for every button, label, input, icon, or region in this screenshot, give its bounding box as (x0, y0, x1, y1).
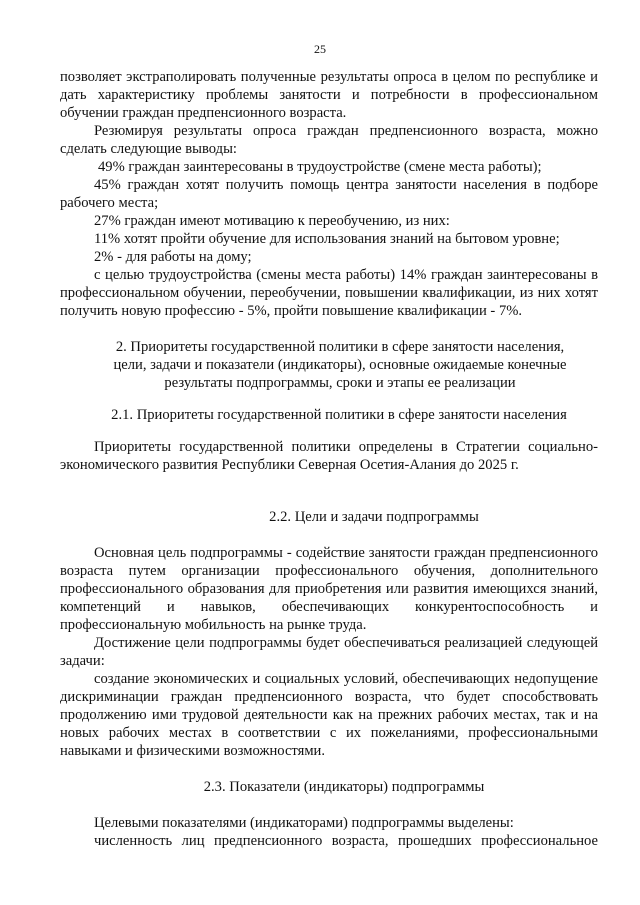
page-content (60, 68, 598, 850)
finding-item: 2% - для работы на дому; (94, 249, 252, 265)
finding-item: с целью трудоустройства (смены места работы) 14% граждан заинтересованы в профессиональном обучении, переобучении, повышении квалификации, из них хотят получить новую профессию - 5%, пройти повышение квалификации - 7%. (60, 267, 598, 319)
summary-paragraph: Резюмируя результаты опроса граждан предпенсионного возраста, можно сделать следующие выводы: (60, 123, 598, 157)
task-paragraph: создание экономических и социальных условий, обеспечивающих недопущение дискриминации граждан предпенсионного возраста, что будет способствовать продолжению ими трудовой деятельности как на прежних рабочих местах, так и на новых рабочих местах в соответствии с их пожеланиями, профессиональными навыками и физическими возможностями. (60, 671, 598, 759)
finding-item: 45% граждан хотят получить помощь центра занятости населения в подборе рабочего места; (60, 177, 598, 211)
goal-paragraph: Основная цель подпрограммы - содействие занятости граждан предпенсионного возраста путем организации профессионального обучения, дополнительного профессионального образования для приобретения или развития имеющихся знаний, компетенций и навыков, обеспечивающих конкурентоспособность и профессиональную мобильность на рынке труда. (60, 545, 598, 633)
subsection-heading: 2.2. Цели и задачи подпрограммы (269, 509, 479, 525)
priorities-paragraph: Приоритеты государственной политики определены в Стратегии социально-экономического развития Республики Северная Осетия-Алания до 2025 г. (60, 439, 598, 473)
finding-item: 11% хотят пройти обучение для использования знаний на бытовом уровне; (94, 231, 560, 247)
subsection-heading: 2.1. Приоритеты государственной политики в сфере занятости населения (111, 407, 567, 423)
page-number: 25 (314, 42, 326, 56)
indicators-paragraph: Целевыми показателями (индикаторами) подпрограммы выделены: (94, 815, 514, 831)
task-intro-paragraph: Достижение цели подпрограммы будет обеспечиваться реализацией следующей задачи: (60, 635, 598, 669)
finding-item: 27% граждан имеют мотивацию к переобучению, из них: (94, 213, 450, 229)
intro-paragraph: позволяет экстраполировать полученные результаты опроса в целом по республике и дать характеристику проблемы занятости и потребности в профессиональном обучении граждан предпенсионного возраста. (60, 69, 598, 121)
section-heading: 2. Приоритеты государственной политики в сфере занятости населения, цели, задачи и показатели (индикаторы), основные ожидаемые конечные результаты подпрограммы, сроки и этапы ее реализации (113, 339, 567, 391)
subsection-heading: 2.3. Показатели (индикаторы) подпрограммы (203, 779, 485, 795)
indicators-paragraph: численность лиц предпенсионного возраста, прошедших профессиональное (94, 833, 598, 849)
finding-item: 49% граждан заинтересованы в трудоустройстве (смене места работы); (98, 159, 542, 175)
